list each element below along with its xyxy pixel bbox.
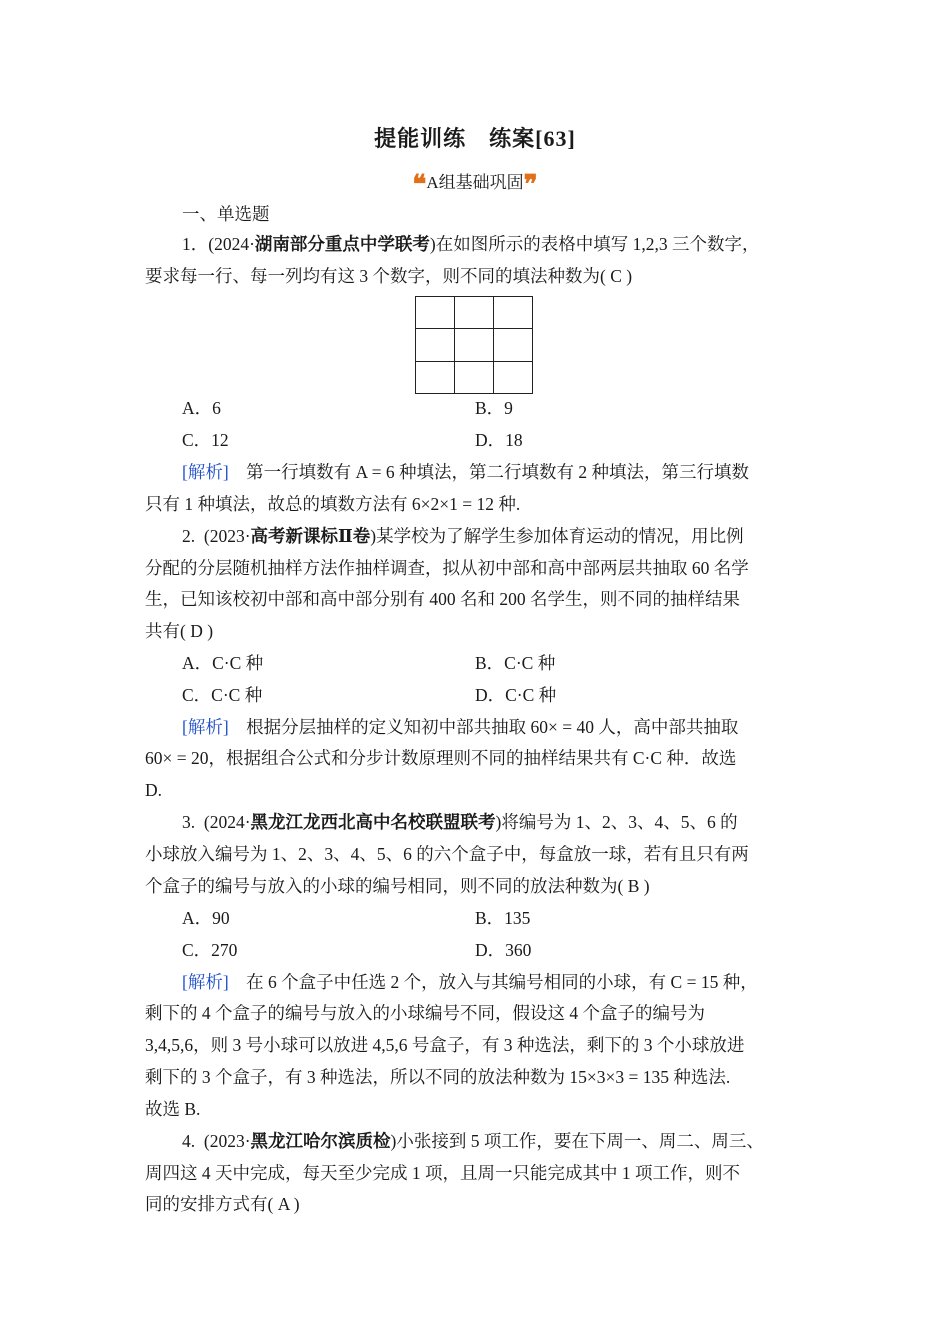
open-quote-icon: ❝ xyxy=(412,170,427,199)
q4-line-2: 周四这 4 天中完成，每天至少完成 1 项，且周一只能完成其中 1 项工作，则不 xyxy=(145,1163,740,1183)
q1-option-c: C．12 xyxy=(182,430,229,450)
q1-analysis-2: 只有 1 种填法，故总的填数方法有 6×2×1 = 12 种. xyxy=(145,494,521,514)
q1-option-d: D．18 xyxy=(475,430,523,450)
q2-option-d: D．C·C 种 xyxy=(475,685,557,705)
q3-analysis-3: 3,4,5,6，则 3 号小球可以放进 4,5,6 号盒子，有 3 种选法，剩下的 3 个小球放进 xyxy=(145,1035,745,1055)
q3-option-b: B．135 xyxy=(475,908,531,928)
q2-line-1: 2. (2023·高考新课标Ⅱ卷)某学校为了解学生参加体育运动的情况，用比例 xyxy=(182,526,744,546)
q3-option-c: C．270 xyxy=(182,940,238,960)
q3-analysis-5: 故选 B. xyxy=(145,1099,201,1119)
group-header xyxy=(0,168,950,200)
q3-option-d: D．360 xyxy=(475,940,532,960)
q3-line-3: 个盒子的编号与放入的小球的编号相同，则不同的放法种数为( B ) xyxy=(145,876,650,896)
q2-line-4: 共有( D ) xyxy=(145,621,214,641)
q2-option-c: C．C·C 种 xyxy=(182,685,263,705)
q4-line-1: 4. (2023·黑龙江哈尔滨质检)小张接到 5 项工作，要在下周一、周二、周三、 xyxy=(182,1131,764,1151)
q2-option-a: A．C·C 种 xyxy=(182,653,264,673)
q1-option-a: A．6 xyxy=(182,398,221,418)
q2-line-2: 分配的分层随机抽样方法作抽样调查，拟从初中部和高中部两层共抽取 60 名学 xyxy=(145,558,749,578)
q1-line-2: 要求每一行、每一列均有这 3 个数字，则不同的填法种数为( C ) xyxy=(145,266,633,286)
q3-analysis-1: [解析] 在 6 个盒子中任选 2 个，放入与其编号相同的小球，有 C = 15 种， xyxy=(182,972,758,992)
q2-analysis-1: [解析] 根据分层抽样的定义知初中部共抽取 60× = 40 人，高中部共抽取 xyxy=(182,717,739,737)
q2-line-3: 生，已知该校初中部和高中部分别有 400 名和 200 名学生，则不同的抽样结果 xyxy=(145,589,740,609)
close-quote-icon: ❞ xyxy=(523,170,538,199)
page-title: 提能训练 练案[63] xyxy=(374,126,576,151)
group-label: A组基础巩固 xyxy=(426,173,524,192)
q3-line-1: 3. (2024·黑龙江龙西北高中名校联盟联考)将编号为 1、2、3、4、5、6 的 xyxy=(182,812,738,832)
q4-line-3: 同的安排方式有( A ) xyxy=(145,1194,300,1214)
q1-option-b: B．9 xyxy=(475,398,513,418)
q3-line-2: 小球放入编号为 1、2、3、4、5、6 的六个盒子中，每盒放一球，若有且只有两 xyxy=(145,844,749,864)
q2-option-b: B．C·C 种 xyxy=(475,653,556,673)
section-heading: 一、单选题 xyxy=(182,204,270,224)
q3-analysis-4: 剩下的 3 个盒子，有 3 种选法，所以不同的放法种数为 15×3×3 = 135 种选法. xyxy=(145,1067,731,1087)
q1-grid-figure xyxy=(415,296,533,394)
q3-option-a: A．90 xyxy=(182,908,230,928)
q2-analysis-3: D. xyxy=(145,780,163,800)
q3-analysis-2: 剩下的 4 个盒子的编号与放入的小球编号不同，假设这 4 个盒子的编号为 xyxy=(145,1003,705,1023)
q1-line-1: 1．(2024·湖南部分重点中学联考)在如图所示的表格中填写 1,2,3 三个数字， xyxy=(182,234,760,254)
q1-analysis-1: [解析] 第一行填数有 A = 6 种填法，第二行填数有 2 种填法，第三行填数 xyxy=(182,462,749,482)
q2-analysis-2: 60× = 20，根据组合公式和分步计数原理则不同的抽样结果共有 C·C 种．故选 xyxy=(145,748,737,768)
